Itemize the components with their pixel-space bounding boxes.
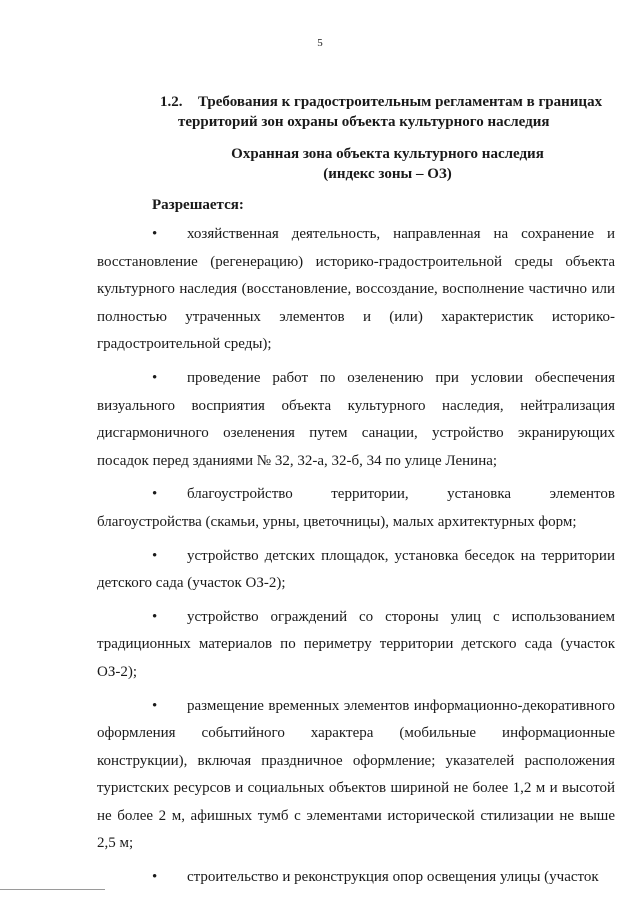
list-item-text: устройство ограждений со стороны улиц с использованием традиционных материалов по периметру территории детского сада (участок ОЗ-2); xyxy=(97,608,615,680)
subheading-line-1: Охранная зона объекта культурного наследия xyxy=(231,146,544,162)
bullet-icon: • xyxy=(152,369,158,386)
list-item xyxy=(97,864,615,892)
subheading-line-2: (индекс зоны – ОЗ) xyxy=(323,166,452,182)
list-item-text: устройство детских площадок, установка беседок на территории детского сада (участок ОЗ-2); xyxy=(97,547,615,592)
zone-subheading xyxy=(160,144,615,184)
heading-line-1 xyxy=(160,92,615,112)
allowed-label: Разрешается: xyxy=(152,197,244,213)
list-item-text: хозяйственная деятельность, направленная на сохранение и восстановление (регенерацию) историко-градостроительной среды объекта культурного наследия (восстановление, воссоздание, восполнение частично или полностью утраченных элементов и (или) характеристик историко-градостроительной среды); xyxy=(97,226,615,353)
list-item-text: проведение работ по озеленению при условии обеспечения визуального восприятия объекта культурного наследия, нейтрализация дисгармоничного озеленения путем санации, устройство экранирующих посадок перед зданиями № 32, 32-а, 32-б, 34 по улице Ленина; xyxy=(97,369,615,469)
heading-title-part-1: Требования к градостроительным регламентам в границах xyxy=(198,94,603,110)
list-item-text: строительство и реконструкция опор освещения улицы (участок xyxy=(187,869,599,886)
bullet-icon: • xyxy=(152,547,158,564)
list-item xyxy=(97,693,615,859)
list-item xyxy=(97,221,615,359)
section-number: 1.2. xyxy=(160,94,183,110)
bullet-icon: • xyxy=(152,697,158,714)
bullet-icon: • xyxy=(152,226,158,242)
page-number: 5 xyxy=(317,37,323,49)
list-item-text: размещение временных элементов информационно-декоративного оформления событийного характера (мобильные информационные конструкции), включая праздничное оформление; указателей расположения туристских ресурсов и социальных объектов шириной не более 1,2 м и высотой не более 2 м, афишных тумб с элементами исторической стилизации не выше 2,5 м; xyxy=(97,697,615,852)
section-heading xyxy=(160,92,615,132)
list-item xyxy=(97,543,615,598)
bullet-icon: • xyxy=(152,486,158,503)
list-item-text: благоустройство территории, установка элементов благоустройства (скамьи, урны, цветочницы), малых архитектурных форм; xyxy=(97,486,615,530)
list-item xyxy=(97,481,615,536)
bullet-icon: • xyxy=(152,869,158,886)
list-item xyxy=(97,365,615,475)
scan-edge-line xyxy=(0,889,105,890)
allowed-items-list xyxy=(97,221,615,898)
heading-line-2: территорий зон охраны объекта культурного наследия xyxy=(178,114,550,130)
bullet-icon: • xyxy=(152,608,158,625)
list-item xyxy=(97,604,615,687)
